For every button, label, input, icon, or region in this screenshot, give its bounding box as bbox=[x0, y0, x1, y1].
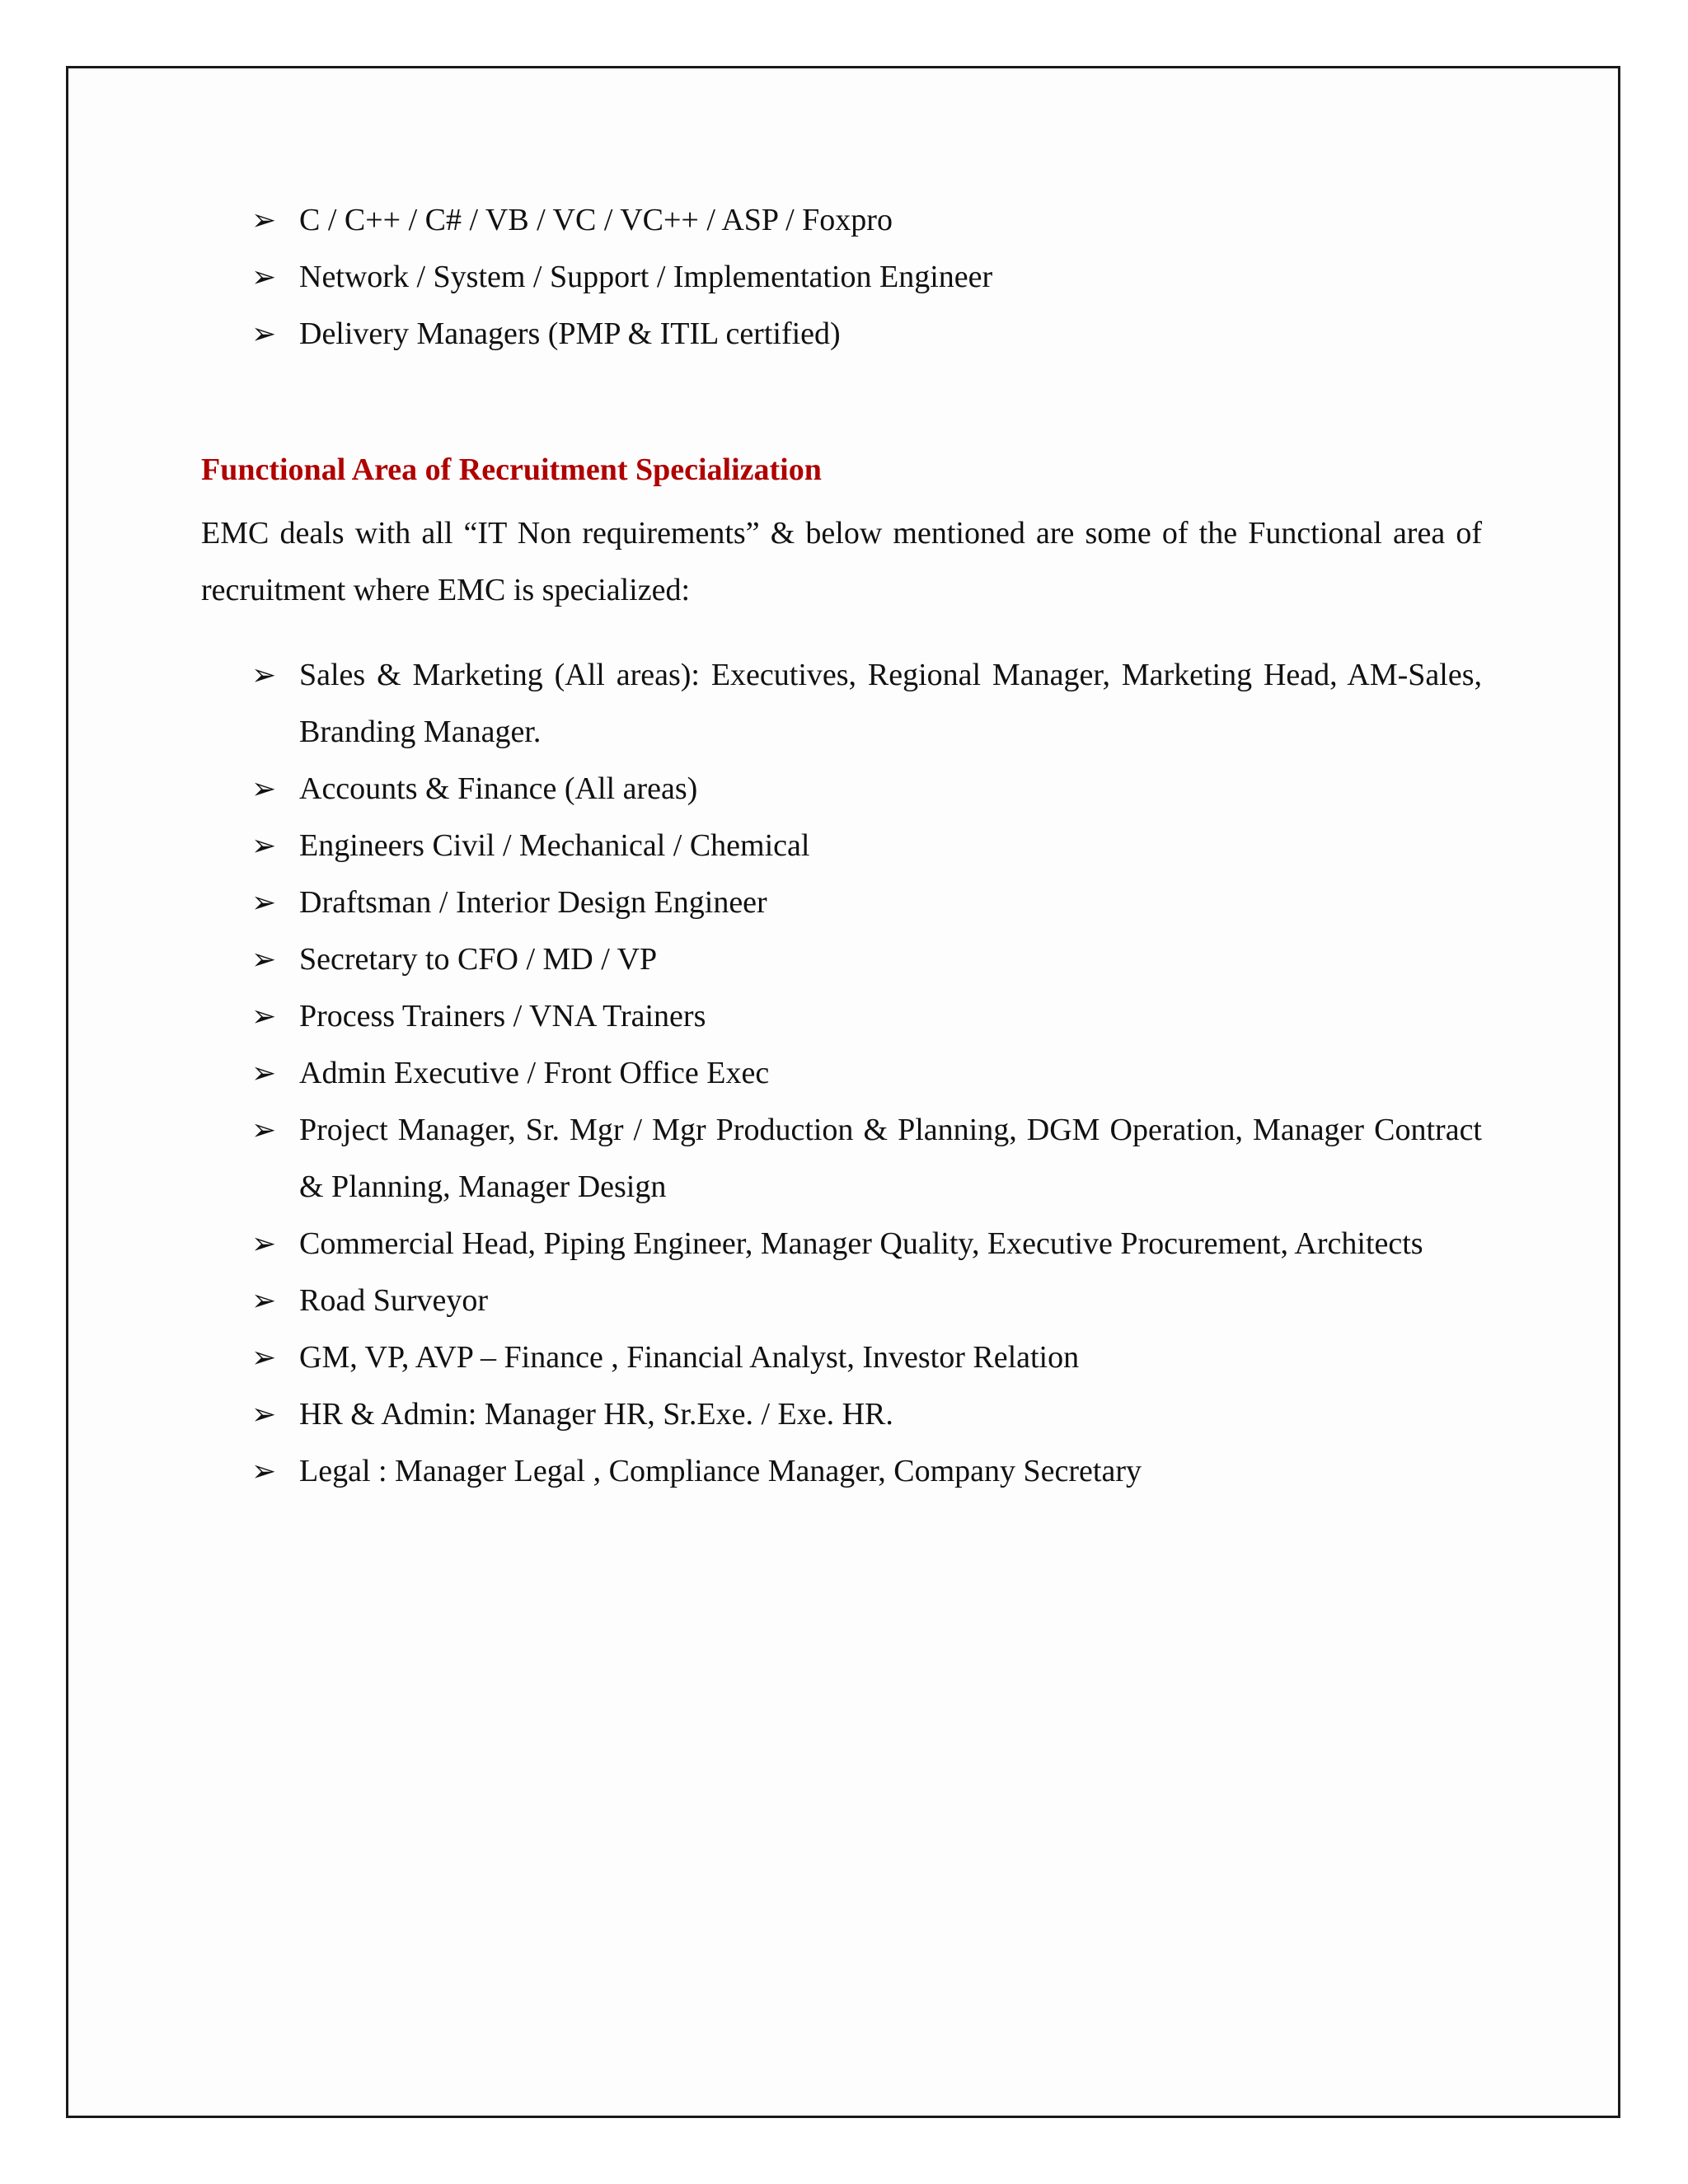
section-heading: Functional Area of Recruitment Specialization bbox=[201, 452, 822, 487]
arrow-bullet-icon: ➢ bbox=[251, 829, 277, 863]
arrow-bullet-icon: ➢ bbox=[251, 204, 277, 237]
arrow-bullet-icon: ➢ bbox=[251, 1284, 277, 1318]
arrow-bullet-icon: ➢ bbox=[251, 1000, 277, 1033]
list-item bbox=[68, 931, 1618, 988]
list-item-text: Draftsman / Interior Design Engineer bbox=[299, 885, 767, 920]
list-item bbox=[68, 874, 1618, 931]
list-item bbox=[68, 818, 1618, 874]
arrow-bullet-icon: ➢ bbox=[251, 1113, 277, 1147]
arrow-bullet-icon: ➢ bbox=[251, 772, 277, 806]
arrow-bullet-icon: ➢ bbox=[251, 658, 277, 692]
list-item bbox=[68, 647, 1618, 761]
list-item-text: HR & Admin: Manager HR, Sr.Exe. / Exe. HR. bbox=[299, 1397, 893, 1432]
arrow-bullet-icon: ➢ bbox=[251, 1455, 277, 1488]
list-item bbox=[68, 1272, 1618, 1329]
list-item bbox=[68, 1216, 1618, 1272]
list-item bbox=[68, 988, 1618, 1045]
list-item bbox=[68, 249, 1618, 306]
intro-paragraph: EMC deals with all “IT Non requirements” & below mentioned are some of the Functional area of recruitment where EMC is specialized: bbox=[201, 516, 1482, 607]
arrow-bullet-icon: ➢ bbox=[251, 1398, 277, 1432]
list-item-text: Project Manager, Sr. Mgr / Mgr Production & Planning, DGM Operation, Manager Contract & Planning, Manager Design bbox=[299, 1113, 1482, 1204]
list-item-text: Road Surveyor bbox=[299, 1283, 489, 1318]
list-item-text: Engineers Civil / Mechanical / Chemical bbox=[299, 828, 810, 863]
list-item bbox=[68, 1386, 1618, 1443]
list-item bbox=[68, 1045, 1618, 1102]
list-item-text: Delivery Managers (PMP & ITIL certified) bbox=[299, 316, 841, 351]
arrow-bullet-icon: ➢ bbox=[251, 317, 277, 351]
list-item-text: Secretary to CFO / MD / VP bbox=[299, 942, 658, 977]
list-item bbox=[68, 1329, 1618, 1386]
list-item-text: Legal : Manager Legal , Compliance Manager, Company Secretary bbox=[299, 1454, 1142, 1488]
list-item-text: C / C++ / C# / VB / VC / VC++ / ASP / Foxpro bbox=[299, 203, 893, 237]
document-page bbox=[66, 66, 1620, 2118]
list-item-text: Network / System / Support / Implementation Engineer bbox=[299, 260, 993, 294]
arrow-bullet-icon: ➢ bbox=[251, 1227, 277, 1261]
list-item-text: Process Trainers / VNA Trainers bbox=[299, 999, 706, 1033]
list-item-text: GM, VP, AVP – Finance , Financial Analyst, Investor Relation bbox=[299, 1340, 1080, 1375]
list-item bbox=[68, 1102, 1618, 1216]
list-item bbox=[68, 761, 1618, 818]
list-item bbox=[68, 1443, 1618, 1500]
list-item-text: Accounts & Finance (All areas) bbox=[299, 771, 698, 806]
arrow-bullet-icon: ➢ bbox=[251, 260, 277, 294]
arrow-bullet-icon: ➢ bbox=[251, 886, 277, 920]
arrow-bullet-icon: ➢ bbox=[251, 943, 277, 977]
list-item-text: Sales & Marketing (All areas): Executives, Regional Manager, Marketing Head, AM-Sales, Branding Manager. bbox=[299, 658, 1482, 749]
it-skills-list bbox=[68, 192, 1618, 363]
list-item-text: Commercial Head, Piping Engineer, Manager Quality, Executive Procurement, Architects bbox=[299, 1226, 1423, 1261]
list-item-text: Admin Executive / Front Office Exec bbox=[299, 1056, 770, 1090]
arrow-bullet-icon: ➢ bbox=[251, 1341, 277, 1375]
list-item bbox=[68, 192, 1618, 249]
arrow-bullet-icon: ➢ bbox=[251, 1057, 277, 1090]
list-item bbox=[68, 306, 1618, 363]
functional-area-list bbox=[68, 647, 1618, 1500]
